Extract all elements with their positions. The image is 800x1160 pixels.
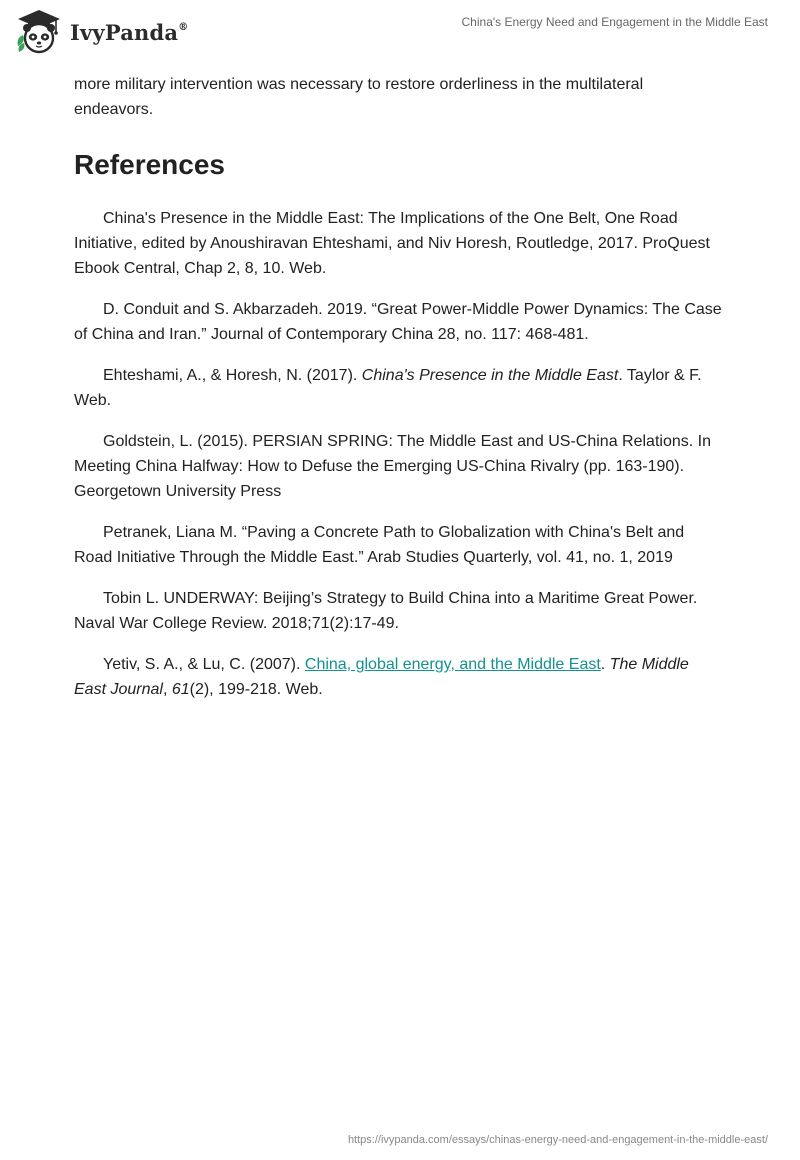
page-header bbox=[0, 0, 800, 64]
reference-item: Tobin L. UNDERWAY: Beijing’s Strategy to Build China into a Maritime Great Power. Naval War College Review. 2018;71(2):17-49. bbox=[74, 590, 698, 632]
reference-item: Goldstein, L. (2015). PERSIAN SPRING: The Middle East and US-China Relations. In Meeting China Halfway: How to Defuse the Emerging US-China Rivalry (pp. 163-190). Georgetown University Press bbox=[74, 433, 711, 500]
reference-item: Yetiv, S. A., & Lu, C. (2007). China, global energy, and the Middle East. The Middle East Journal, 61(2), 199-218. Web. bbox=[74, 656, 689, 698]
intro-paragraph: more military intervention was necessary to restore orderliness in the multilateral endeavors. bbox=[74, 76, 644, 118]
reference-item: Ehteshami, A., & Horesh, N. (2017). China's Presence in the Middle East. Taylor & F. Web. bbox=[74, 367, 702, 409]
reference-item: China's Presence in the Middle East: The Implications of the One Belt, One Road Initiative, edited by Anoushiravan Ehteshami, and Niv Horesh, Routledge, 2017. ProQuest Ebook Central, Chap 2, 8, 10. Web. bbox=[74, 210, 710, 277]
panda-logo-icon bbox=[14, 8, 64, 56]
footer-url[interactable]: https://ivypanda.com/essays/chinas-energy-need-and-engagement-in-the-middle-east/ bbox=[347, 1134, 768, 1146]
document-content bbox=[74, 72, 724, 718]
references-heading: References bbox=[74, 149, 225, 180]
reference-item: D. Conduit and S. Akbarzadeh. 2019. “Great Power-Middle Power Dynamics: The Case of China and Iran.” Journal of Contemporary China 28, no. 117: 468-481. bbox=[74, 301, 722, 343]
brand-logo[interactable] bbox=[14, 8, 188, 56]
reference-item: Petranek, Liana M. “Paving a Concrete Path to Globalization with China's Belt and Road Initiative Through the Middle East.” Arab Studies Quarterly, vol. 41, no. 1, 2019 bbox=[74, 524, 685, 566]
journal-volume: 61 bbox=[171, 681, 190, 698]
brand-name: IvyPanda® bbox=[70, 19, 189, 45]
reference-link[interactable]: China, global energy, and the Middle East bbox=[304, 656, 601, 673]
document-title: China's Energy Need and Engagement in the Middle East bbox=[461, 15, 768, 29]
journal-title: The Middle East Journal bbox=[74, 656, 689, 698]
book-title: China's Presence in the Middle East bbox=[361, 367, 619, 384]
